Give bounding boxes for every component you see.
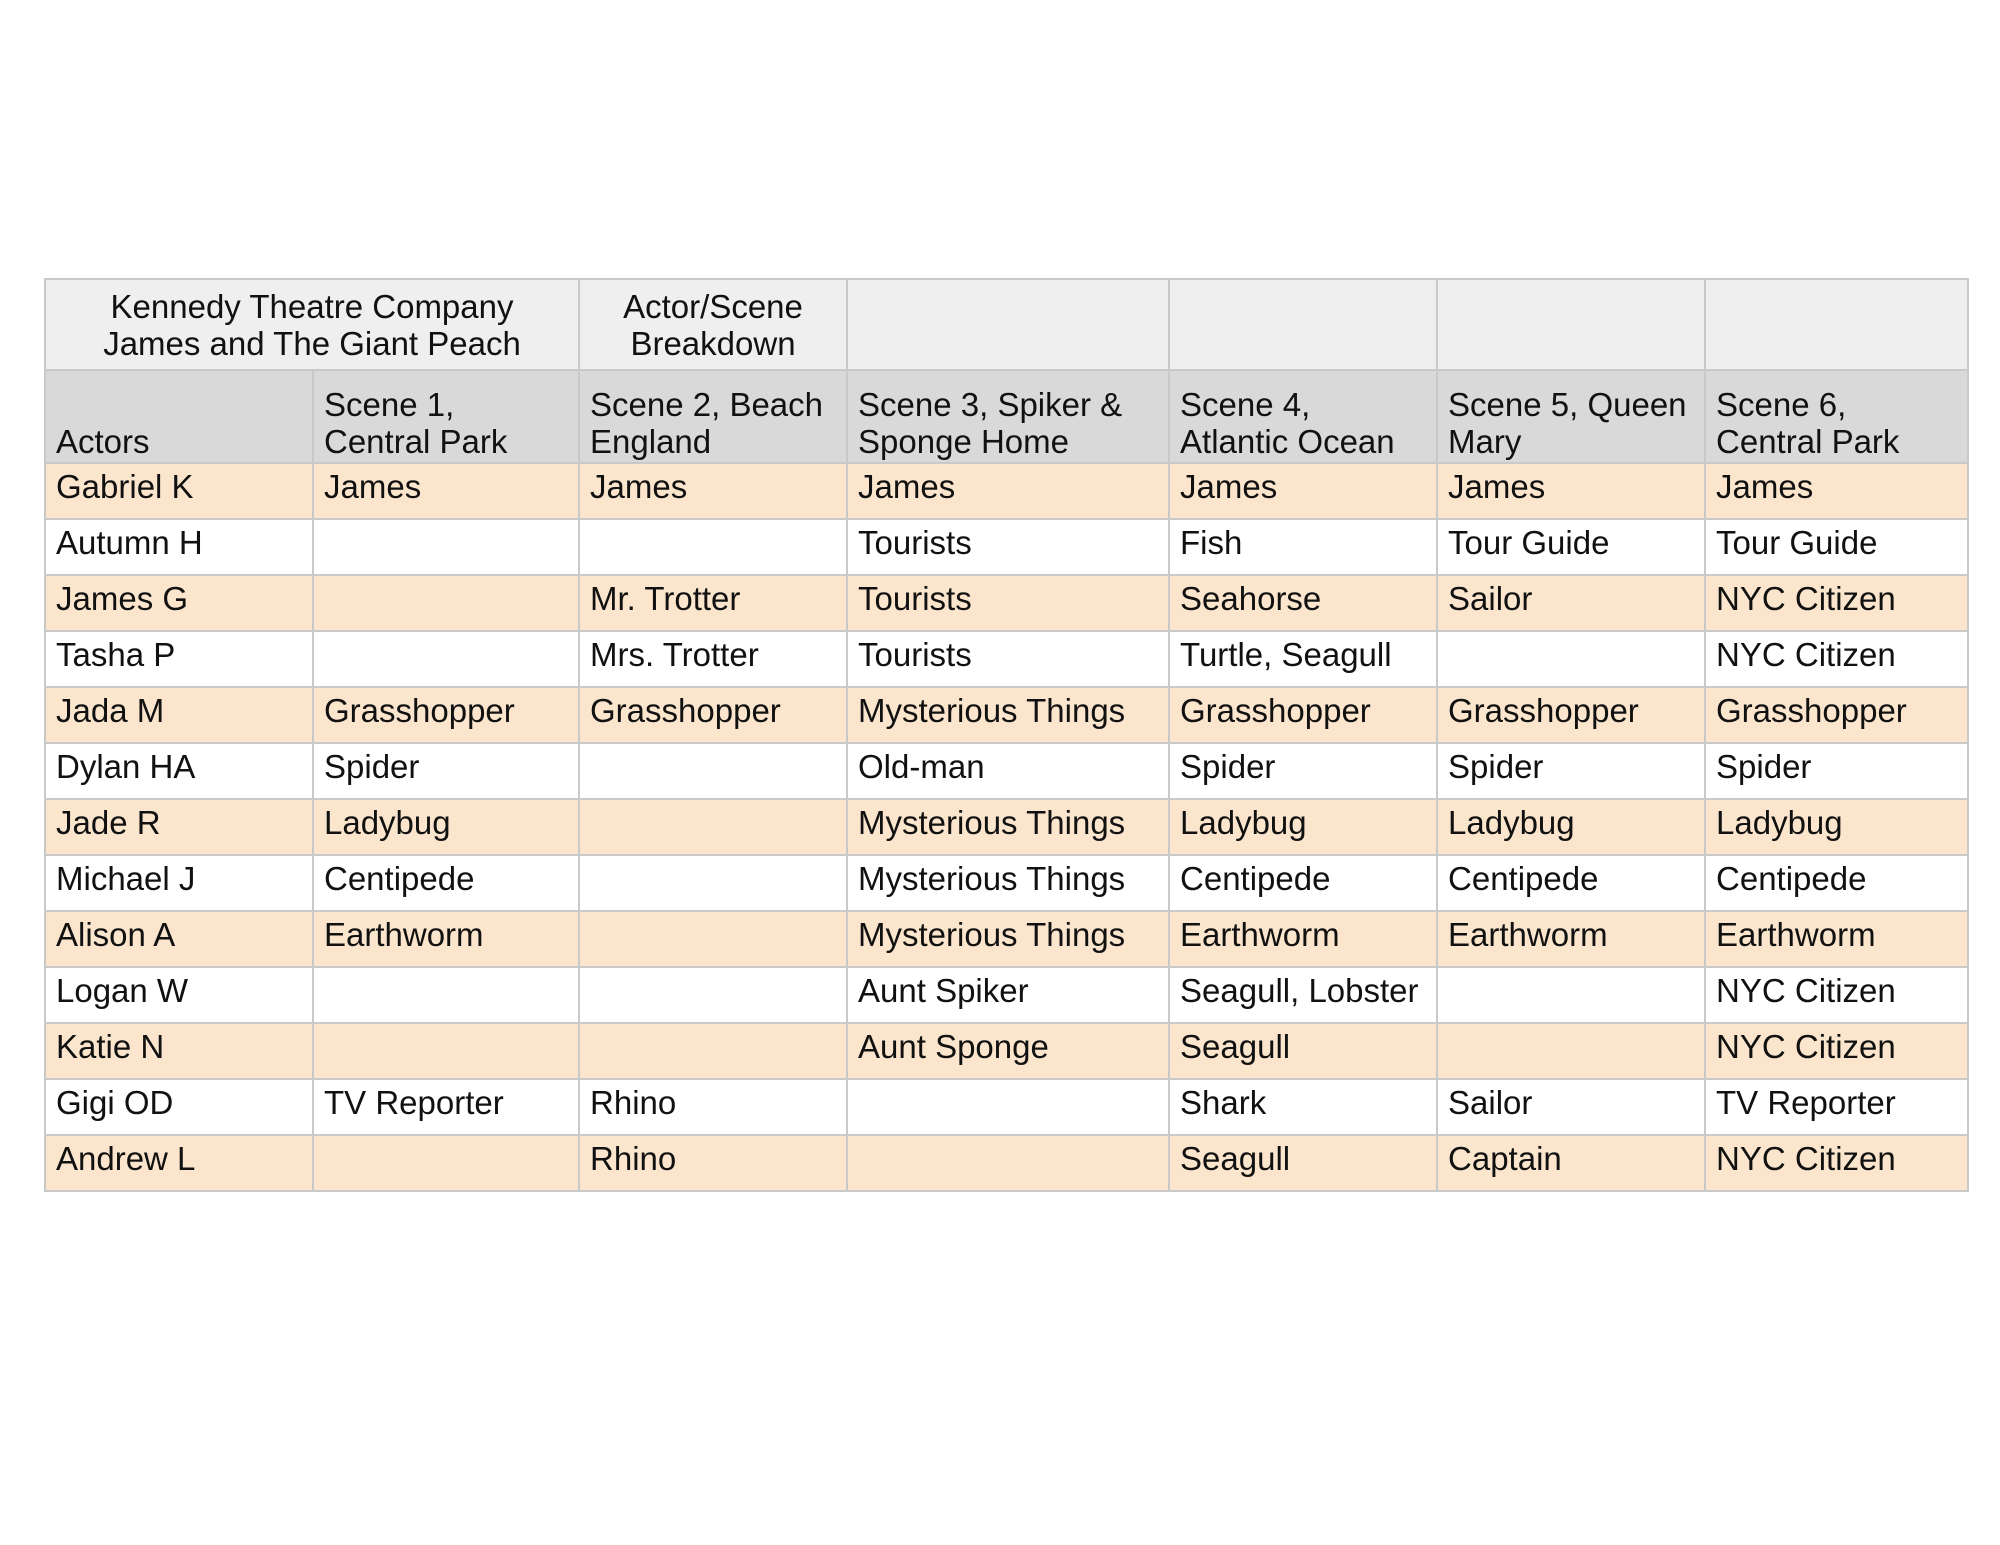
table-row	[45, 575, 1968, 631]
role-cell[interactable]: Earthworm	[1169, 911, 1437, 967]
role-cell[interactable]	[1437, 967, 1705, 1023]
role-cell[interactable]: Spider	[313, 743, 579, 799]
role-cell[interactable]: Ladybug	[1437, 799, 1705, 855]
actor-name-cell[interactable]: Michael J	[45, 855, 313, 911]
role-cell[interactable]	[1437, 1023, 1705, 1079]
role-cell[interactable]: Grasshopper	[579, 687, 847, 743]
actor-name-cell[interactable]: Gabriel K	[45, 463, 313, 519]
role-cell[interactable]: Tourists	[847, 631, 1169, 687]
role-cell[interactable]: Earthworm	[313, 911, 579, 967]
role-cell[interactable]: Seagull	[1169, 1135, 1437, 1191]
scene-4-column-header[interactable]	[1169, 370, 1437, 463]
role-cell[interactable]: Seagull	[1169, 1023, 1437, 1079]
scene-6-column-header[interactable]	[1705, 370, 1968, 463]
empty-title-cell[interactable]	[1705, 279, 1968, 370]
scene-1-column-header[interactable]	[313, 370, 579, 463]
breakdown-label-line1: Actor/Scene	[623, 287, 803, 325]
role-cell[interactable]: Captain	[1437, 1135, 1705, 1191]
role-cell[interactable]: Tourists	[847, 575, 1169, 631]
empty-title-cell[interactable]	[1169, 279, 1437, 370]
role-cell[interactable]: Mysterious Things	[847, 911, 1169, 967]
role-cell[interactable]: James	[1169, 463, 1437, 519]
role-cell[interactable]: TV Reporter	[313, 1079, 579, 1135]
column-header-text: England	[590, 423, 712, 460]
table-row	[45, 799, 1968, 855]
role-cell[interactable]: James	[847, 463, 1169, 519]
role-cell[interactable]	[313, 575, 579, 631]
role-cell[interactable]: Shark	[1169, 1079, 1437, 1135]
role-cell[interactable]	[1437, 631, 1705, 687]
role-cell[interactable]: Mysterious Things	[847, 687, 1169, 743]
actor-name-cell[interactable]: Gigi OD	[45, 1079, 313, 1135]
role-cell[interactable]: NYC Citizen	[1705, 575, 1968, 631]
table-row	[45, 855, 1968, 911]
role-cell[interactable]	[313, 1023, 579, 1079]
breakdown-title-cell[interactable]	[579, 279, 847, 370]
table-row	[45, 743, 1968, 799]
role-cell[interactable]: Centipede	[1705, 855, 1968, 911]
column-header-text: Central Park	[1716, 423, 1900, 460]
role-cell[interactable]: Fish	[1169, 519, 1437, 575]
role-cell[interactable]	[579, 855, 847, 911]
empty-title-cell[interactable]	[847, 279, 1169, 370]
role-cell[interactable]: NYC Citizen	[1705, 1135, 1968, 1191]
role-cell[interactable]: James	[313, 463, 579, 519]
role-cell[interactable]: James	[1705, 463, 1968, 519]
column-header-text: Scene 2, Beach	[590, 386, 824, 423]
role-cell[interactable]: Ladybug	[313, 799, 579, 855]
role-cell[interactable]	[579, 911, 847, 967]
actor-name-cell[interactable]: Jada M	[45, 687, 313, 743]
role-cell[interactable]: Grasshopper	[1437, 687, 1705, 743]
role-cell[interactable]: Tourists	[847, 519, 1169, 575]
role-cell[interactable]: Sailor	[1437, 1079, 1705, 1135]
show-name: James and The Giant Peach	[103, 324, 521, 362]
column-header-text: Scene 5, Queen	[1448, 386, 1687, 423]
table-row	[45, 463, 1968, 519]
company-name: Kennedy Theatre Company	[110, 287, 514, 325]
column-header-text: Scene 6,	[1716, 386, 1847, 423]
role-cell[interactable]: Tour Guide	[1705, 519, 1968, 575]
role-cell[interactable]: Spider	[1169, 743, 1437, 799]
role-cell[interactable]: James	[1437, 463, 1705, 519]
scene-5-column-header[interactable]	[1437, 370, 1705, 463]
role-cell[interactable]: Mr. Trotter	[579, 575, 847, 631]
role-cell[interactable]: Seahorse	[1169, 575, 1437, 631]
role-cell[interactable]: Earthworm	[1705, 911, 1968, 967]
role-cell[interactable]: Tour Guide	[1437, 519, 1705, 575]
cast-breakdown-table	[44, 278, 1969, 1192]
actor-name-cell[interactable]: James G	[45, 575, 313, 631]
role-cell[interactable]	[847, 1079, 1169, 1135]
actor-name-cell[interactable]: Katie N	[45, 1023, 313, 1079]
role-cell[interactable]: Turtle, Seagull	[1169, 631, 1437, 687]
table-row	[45, 1079, 1968, 1135]
actor-name-cell[interactable]: Autumn H	[45, 519, 313, 575]
actor-name-cell[interactable]: Andrew L	[45, 1135, 313, 1191]
table-row	[45, 1135, 1968, 1191]
role-cell[interactable]	[313, 631, 579, 687]
role-cell[interactable]: Mrs. Trotter	[579, 631, 847, 687]
role-cell[interactable]: Spider	[1437, 743, 1705, 799]
table-row	[45, 1023, 1968, 1079]
role-cell[interactable]: Spider	[1705, 743, 1968, 799]
actors-column-header[interactable]	[45, 370, 313, 463]
company-title-cell[interactable]	[45, 279, 579, 370]
role-cell[interactable]: Mysterious Things	[847, 799, 1169, 855]
role-cell[interactable]	[579, 799, 847, 855]
actor-name-cell[interactable]: Logan W	[45, 967, 313, 1023]
role-cell[interactable]: James	[579, 463, 847, 519]
role-cell[interactable]: Earthworm	[1437, 911, 1705, 967]
table-row	[45, 519, 1968, 575]
role-cell[interactable]	[579, 1023, 847, 1079]
role-cell[interactable]	[847, 1135, 1169, 1191]
table-row	[45, 687, 1968, 743]
column-header-text: Sponge Home	[858, 423, 1069, 460]
role-cell[interactable]: Grasshopper	[313, 687, 579, 743]
role-cell[interactable]: Mysterious Things	[847, 855, 1169, 911]
role-cell[interactable]	[579, 519, 847, 575]
role-cell[interactable]: Sailor	[1437, 575, 1705, 631]
role-cell[interactable]: NYC Citizen	[1705, 631, 1968, 687]
role-cell[interactable]: Ladybug	[1705, 799, 1968, 855]
role-cell[interactable]: NYC Citizen	[1705, 967, 1968, 1023]
role-cell[interactable]	[579, 967, 847, 1023]
actor-name-cell[interactable]: Jade R	[45, 799, 313, 855]
role-cell[interactable]: Aunt Spiker	[847, 967, 1169, 1023]
role-cell[interactable]	[313, 1135, 579, 1191]
column-header-row	[45, 370, 1968, 463]
role-cell[interactable]: Seagull, Lobster	[1169, 967, 1437, 1023]
scene-2-column-header[interactable]	[579, 370, 847, 463]
column-header-text: Central Park	[324, 423, 508, 460]
role-cell[interactable]: Rhino	[579, 1079, 847, 1135]
table-row	[45, 631, 1968, 687]
role-cell[interactable]: Centipede	[313, 855, 579, 911]
role-cell[interactable]: NYC Citizen	[1705, 1023, 1968, 1079]
role-cell[interactable]: Old-man	[847, 743, 1169, 799]
role-cell[interactable]	[313, 519, 579, 575]
title-row	[45, 279, 1968, 370]
table-row	[45, 911, 1968, 967]
actor-name-cell[interactable]: Tasha P	[45, 631, 313, 687]
actor-name-cell[interactable]: Dylan HA	[45, 743, 313, 799]
table-row	[45, 967, 1968, 1023]
column-header-text: Atlantic Ocean	[1180, 423, 1395, 460]
breakdown-label-line2: Breakdown	[630, 324, 796, 362]
role-cell[interactable]: Grasshopper	[1705, 687, 1968, 743]
column-header-text: Scene 4,	[1180, 386, 1311, 423]
role-cell[interactable]: Ladybug	[1169, 799, 1437, 855]
column-header-text: Scene 3, Spiker &	[858, 386, 1123, 423]
column-header-text: Scene 1,	[324, 386, 455, 423]
role-cell[interactable]: Centipede	[1169, 855, 1437, 911]
role-cell[interactable]: TV Reporter	[1705, 1079, 1968, 1135]
role-cell[interactable]	[579, 743, 847, 799]
column-header-text: Mary	[1448, 423, 1522, 460]
scene-3-column-header[interactable]	[847, 370, 1169, 463]
role-cell[interactable]: Grasshopper	[1169, 687, 1437, 743]
actor-name-cell[interactable]: Alison A	[45, 911, 313, 967]
role-cell[interactable]: Rhino	[579, 1135, 847, 1191]
role-cell[interactable]: Centipede	[1437, 855, 1705, 911]
column-header-text: Actors	[56, 423, 150, 460]
role-cell[interactable]: Aunt Sponge	[847, 1023, 1169, 1079]
empty-title-cell[interactable]	[1437, 279, 1705, 370]
role-cell[interactable]	[313, 967, 579, 1023]
